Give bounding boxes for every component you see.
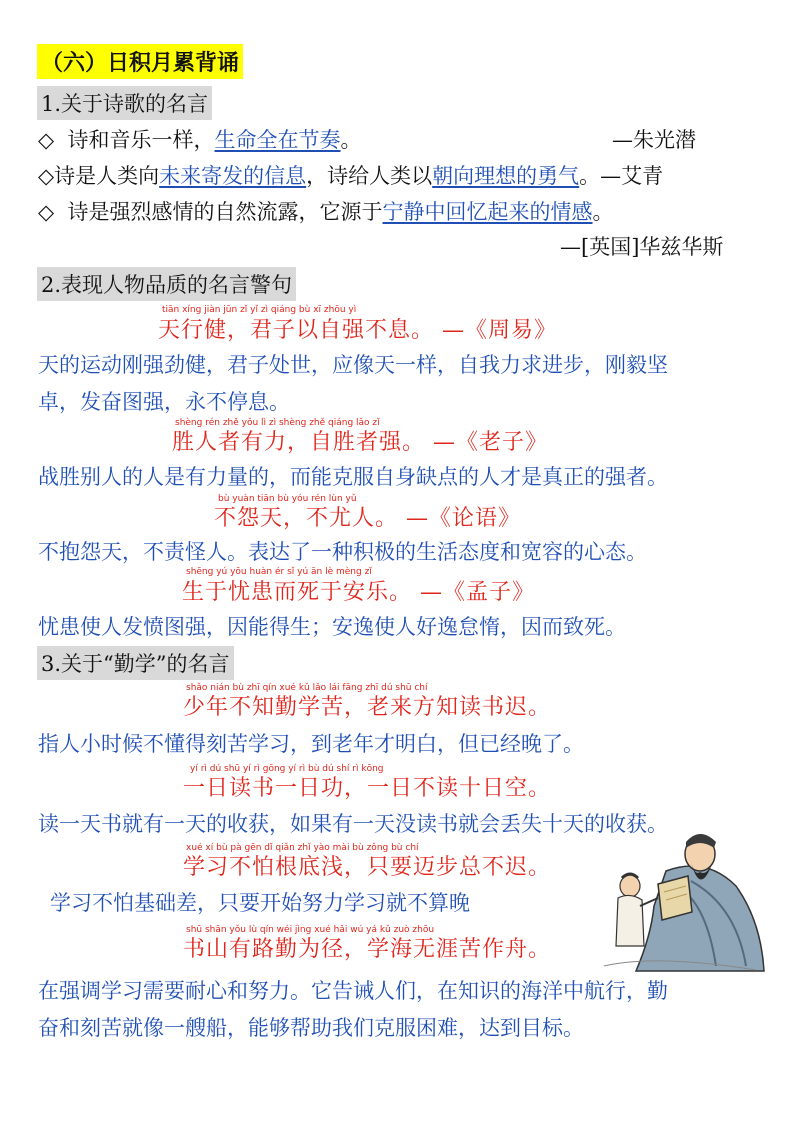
heading-character-quotes: 2.表现人物品质的名言警句 (37, 267, 296, 301)
scholar-and-child-illustration (596, 826, 766, 976)
classic-quote: 学习不怕根底浅，只要迈步总不迟。 (183, 855, 552, 880)
underlined-phrase: 生命全在节奏 (214, 128, 341, 152)
explanation-line: 指人小时候不懂得刻苦学习，到老年才明白，但已经晚了。 (38, 732, 584, 756)
pinyin-line: shēng yú yōu huàn ér sǐ yú ān lè mèng zǐ (186, 567, 372, 577)
explanation-line: 读一天书就有一天的收获，如果有一天没读书就会丢失十天的收获。 (38, 812, 668, 836)
underlined-phrase: 未来寄发的信息 (159, 164, 307, 188)
underlined-phrase: 宁静中回忆起来的情感 (382, 200, 593, 224)
pinyin-line: shǎo nián bù zhī qín xué kǔ lǎo lái fāng zhī dú shū chí (186, 683, 428, 693)
explanation-line: 天的运动刚强劲健，君子处世，应像天一样，自我力求进步，刚毅坚 (38, 353, 668, 377)
quote-line-3 (38, 196, 614, 226)
classic-quote: 不怨天，不尤人。 —《论语》 (214, 506, 521, 531)
explanation-line: 在强调学习需要耐心和努力。它告诫人们，在知识的海洋中航行，勤 (38, 979, 668, 1003)
quote-end: 。 (592, 200, 614, 224)
pinyin-line: yí rì dú shū yí rì gōng yí rì bù dú shí rì kōng (190, 764, 384, 774)
classic-quote: 天行健，君子以自强不息。 —《周易》 (158, 318, 557, 343)
classic-quote: 少年不知勤学苦，老来方知读书迟。 (183, 695, 552, 720)
diamond-bullet-icon: ◇ (38, 128, 55, 152)
quote-text: 诗是人类向 (54, 164, 160, 188)
heading-poetry-quotes: 1.关于诗歌的名言 (37, 86, 212, 120)
explanation-line: 战胜别人的人是有力量的，而能克服自身缺点的人才是真正的强者。 (38, 465, 668, 489)
quote-end: 。 (340, 128, 362, 152)
explanation-line: 不抱怨天，不责怪人。表达了一种积极的生活态度和宽容的心态。 (38, 540, 647, 564)
pinyin-line: bù yuàn tiān bù yóu rén lùn yǔ (218, 494, 357, 504)
classic-quote: 生于忧患而死于安乐。 —《孟子》 (182, 580, 535, 605)
quote-line-2 (38, 160, 663, 190)
explanation-line: 忧患使人发愤图强，因能得生；安逸使人好逸怠惰，因而致死。 (38, 615, 626, 639)
classic-quote: 书山有路勤为径，学海无涯苦作舟。 (183, 937, 552, 962)
quote-end-author: 。—艾青 (579, 164, 664, 188)
pinyin-line: shèng rén zhě yǒu lì zì shèng zhě qiáng lǎo zǐ (175, 418, 380, 428)
pinyin-line: xué xí bù pà gēn dǐ qiǎn zhǐ yào mài bù zǒng bù chí (186, 843, 419, 853)
diamond-bullet-icon: ◇ (38, 200, 55, 224)
quote-text: 诗是强烈感情的自然流露，它源于 (67, 200, 383, 224)
pinyin-line: tiān xíng jiàn jūn zǐ yǐ zì qiáng bù xī zhōu yì (162, 305, 357, 315)
explanation-line: 卓，发奋图强，永不停息。 (38, 390, 290, 414)
pinyin-line: shū shān yǒu lù qín wéi jìng xué hǎi wú yá kǔ zuò zhōu (186, 925, 435, 935)
quote-line-1 (38, 124, 362, 154)
diamond-bullet-icon: ◇ (38, 164, 55, 188)
underlined-phrase: 朝向理想的勇气 (432, 164, 580, 188)
quote-text-mid: ，诗给人类以 (306, 164, 433, 188)
explanation-line: 学习不怕基础差，只要开始努力学习就不算晚 (50, 891, 470, 915)
quote-author: —朱光潜 (612, 128, 696, 152)
classic-quote: 一日读书一日功，一日不读十日空。 (183, 776, 552, 801)
heading-study-quotes: 3.关于“勤学”的名言 (37, 646, 234, 680)
quote-author: —[英国]华兹华斯 (560, 235, 724, 259)
quote-text: 诗和音乐一样， (67, 128, 215, 152)
explanation-line: 奋和刻苦就像一艘船，能够帮助我们克服困难，达到目标。 (38, 1016, 584, 1040)
classic-quote: 胜人者有力，自胜者强。 —《老子》 (172, 430, 548, 455)
section-title: （六）日积月累背诵 (37, 44, 243, 79)
